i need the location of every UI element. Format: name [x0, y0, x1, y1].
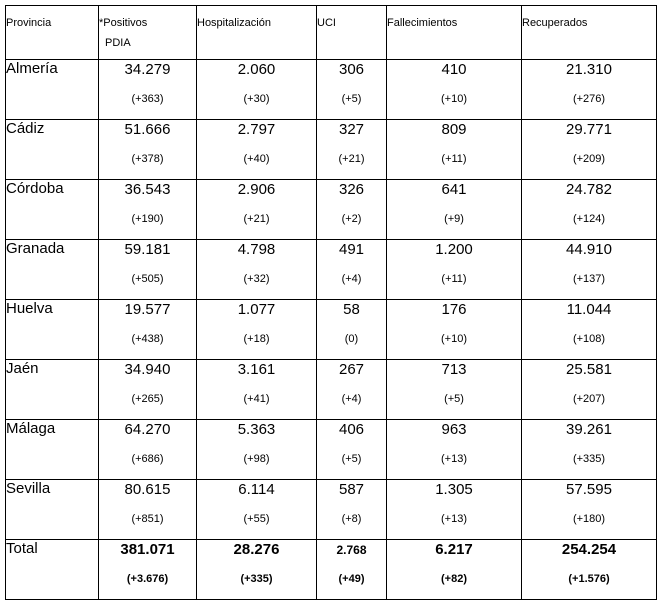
province-name: Huelva	[6, 300, 53, 317]
positives-value: 34.279	[124, 61, 171, 78]
province-name: Jaén	[6, 360, 39, 377]
recovered-value: 39.261	[566, 421, 612, 438]
hospital-cell	[197, 60, 317, 120]
hospital-value: 6.114	[238, 481, 275, 498]
recovered-delta: (+124)	[572, 213, 606, 225]
hospital-value: 1.077	[237, 301, 276, 318]
hospital-value: 3.161	[237, 361, 276, 378]
header-uci-label: UCI	[317, 17, 336, 29]
recovered-value: 254.254	[561, 541, 617, 558]
positives-cell	[99, 420, 197, 480]
recovered-value: 21.310	[566, 61, 612, 78]
hospital-cell	[197, 240, 317, 300]
deaths-value: 6.217	[435, 541, 473, 558]
hospital-delta: (+30)	[243, 93, 270, 105]
uci-cell	[317, 180, 387, 240]
recovered-cell	[522, 540, 657, 600]
uci-delta: (+2)	[341, 213, 362, 225]
deaths-cell	[387, 120, 522, 180]
positives-value: 51.666	[124, 121, 171, 138]
recovered-delta: (+180)	[572, 513, 606, 525]
deaths-delta: (+13)	[441, 513, 467, 525]
province-name: Sevilla	[6, 480, 51, 497]
positives-value: 36.543	[124, 181, 171, 198]
province-row	[6, 180, 657, 240]
deaths-value: 963	[441, 421, 467, 438]
deaths-delta: (+13)	[441, 453, 467, 465]
hospital-delta: (+40)	[243, 153, 270, 165]
hospital-cell	[197, 360, 317, 420]
recovered-delta: (+1.576)	[568, 573, 610, 585]
uci-delta: (+5)	[341, 93, 362, 105]
uci-delta: (+5)	[341, 453, 362, 465]
recovered-value: 44.910	[566, 241, 612, 258]
deaths-cell	[387, 240, 522, 300]
hospital-value: 5.363	[237, 421, 276, 438]
uci-cell	[317, 540, 387, 600]
covid-stats-table	[5, 5, 657, 600]
recovered-delta: (+207)	[572, 393, 606, 405]
positives-delta: (+851)	[131, 513, 164, 525]
province-name: Cádiz	[6, 120, 45, 137]
province-cell	[6, 540, 99, 600]
uci-value: 2.768	[336, 543, 367, 557]
hospital-value: 28.276	[233, 541, 280, 558]
header-province-label: Provincia	[6, 17, 52, 29]
province-name: Málaga	[6, 420, 56, 437]
uci-cell	[317, 240, 387, 300]
uci-value: 491	[338, 241, 365, 258]
recovered-cell	[522, 180, 657, 240]
header-row	[6, 6, 657, 60]
hospital-delta: (+98)	[243, 453, 270, 465]
province-row	[6, 240, 657, 300]
recovered-cell	[522, 60, 657, 120]
positives-delta: (+3.676)	[126, 573, 169, 585]
hospital-cell	[197, 420, 317, 480]
hospital-delta: (+18)	[243, 333, 270, 345]
province-cell	[6, 300, 99, 360]
positives-delta: (+190)	[131, 213, 164, 225]
hospital-value: 4.798	[237, 241, 276, 258]
uci-delta: (+49)	[338, 573, 365, 585]
uci-delta: (0)	[344, 333, 359, 345]
province-row	[6, 120, 657, 180]
deaths-cell	[387, 480, 522, 540]
positives-cell	[99, 480, 197, 540]
province-cell	[6, 120, 99, 180]
positives-cell	[99, 360, 197, 420]
total-row	[6, 540, 657, 600]
uci-cell	[317, 300, 387, 360]
recovered-value: 11.044	[566, 301, 612, 318]
recovered-value: 57.595	[566, 481, 612, 498]
deaths-delta: (+10)	[441, 93, 467, 105]
province-name: Total	[6, 540, 38, 557]
header-recovered-label: Recuperados	[522, 17, 588, 29]
deaths-cell	[387, 180, 522, 240]
deaths-cell	[387, 60, 522, 120]
uci-cell	[317, 420, 387, 480]
uci-cell	[317, 120, 387, 180]
deaths-delta: (+11)	[441, 273, 467, 285]
hospital-delta: (+55)	[243, 513, 270, 525]
uci-delta: (+4)	[341, 273, 362, 285]
hospital-value: 2.060	[237, 61, 276, 78]
uci-delta: (+8)	[341, 513, 362, 525]
header-hospital	[197, 6, 317, 60]
hospital-cell	[197, 180, 317, 240]
province-row	[6, 360, 657, 420]
positives-delta: (+438)	[131, 333, 164, 345]
header-positives-label-2: PDIA	[105, 37, 131, 49]
header-positives-label-1: *Positivos	[99, 17, 148, 29]
deaths-value: 809	[441, 121, 467, 138]
positives-delta: (+265)	[131, 393, 164, 405]
uci-cell	[317, 360, 387, 420]
positives-value: 59.181	[124, 241, 171, 258]
recovered-delta: (+108)	[572, 333, 606, 345]
province-name: Granada	[6, 240, 65, 257]
positives-cell	[99, 180, 197, 240]
hospital-delta: (+41)	[243, 393, 270, 405]
uci-value: 58	[343, 301, 360, 318]
hospital-value: 2.797	[237, 121, 276, 138]
positives-delta: (+378)	[131, 153, 164, 165]
uci-cell	[317, 480, 387, 540]
recovered-value: 29.771	[566, 121, 612, 138]
recovered-cell	[522, 480, 657, 540]
hospital-cell	[197, 120, 317, 180]
uci-value: 406	[338, 421, 365, 438]
deaths-value: 410	[441, 61, 467, 78]
deaths-cell	[387, 360, 522, 420]
deaths-value: 1.305	[435, 481, 473, 498]
province-name: Almería	[6, 60, 58, 77]
uci-value: 267	[338, 361, 365, 378]
recovered-delta: (+137)	[572, 273, 606, 285]
deaths-delta: (+11)	[441, 153, 467, 165]
positives-cell	[99, 240, 197, 300]
deaths-value: 713	[441, 361, 467, 378]
deaths-delta: (+10)	[441, 333, 467, 345]
province-cell	[6, 180, 99, 240]
header-province	[6, 6, 99, 60]
recovered-delta: (+209)	[572, 153, 606, 165]
province-name: Córdoba	[6, 180, 64, 197]
header-deaths-label: Fallecimientos	[387, 17, 458, 29]
uci-value: 327	[338, 121, 365, 138]
province-cell	[6, 480, 99, 540]
header-positives	[99, 6, 197, 60]
recovered-cell	[522, 240, 657, 300]
recovered-delta: (+335)	[572, 453, 606, 465]
positives-value: 381.071	[120, 541, 175, 558]
recovered-delta: (+276)	[572, 93, 606, 105]
uci-value: 306	[338, 61, 365, 78]
header-deaths	[387, 6, 522, 60]
header-recovered	[522, 6, 657, 60]
positives-value: 64.270	[124, 421, 171, 438]
deaths-value: 176	[441, 301, 467, 318]
deaths-value: 1.200	[435, 241, 473, 258]
positives-cell	[99, 540, 197, 600]
province-row	[6, 480, 657, 540]
recovered-value: 24.782	[566, 181, 612, 198]
positives-value: 80.615	[124, 481, 171, 498]
province-cell	[6, 60, 99, 120]
province-cell	[6, 240, 99, 300]
positives-cell	[99, 300, 197, 360]
recovered-cell	[522, 300, 657, 360]
hospital-cell	[197, 480, 317, 540]
recovered-cell	[522, 420, 657, 480]
positives-cell	[99, 120, 197, 180]
hospital-delta: (+32)	[243, 273, 270, 285]
hospital-value: 2.906	[237, 181, 276, 198]
header-hospital-label: Hospitalización	[197, 17, 271, 29]
uci-cell	[317, 60, 387, 120]
hospital-delta: (+335)	[240, 573, 273, 585]
deaths-delta: (+82)	[441, 573, 467, 585]
deaths-delta: (+5)	[444, 393, 464, 405]
deaths-cell	[387, 420, 522, 480]
positives-cell	[99, 60, 197, 120]
positives-delta: (+505)	[131, 273, 164, 285]
header-uci	[317, 6, 387, 60]
positives-delta: (+363)	[131, 93, 164, 105]
province-row	[6, 60, 657, 120]
deaths-value: 641	[441, 181, 467, 198]
recovered-cell	[522, 360, 657, 420]
hospital-cell	[197, 300, 317, 360]
hospital-cell	[197, 540, 317, 600]
deaths-cell	[387, 300, 522, 360]
recovered-cell	[522, 120, 657, 180]
uci-value: 587	[338, 481, 365, 498]
deaths-delta: (+9)	[444, 213, 464, 225]
positives-delta: (+686)	[131, 453, 164, 465]
province-cell	[6, 360, 99, 420]
positives-value: 19.577	[124, 301, 171, 318]
province-row	[6, 420, 657, 480]
uci-delta: (+4)	[341, 393, 362, 405]
province-row	[6, 300, 657, 360]
province-cell	[6, 420, 99, 480]
uci-delta: (+21)	[338, 153, 365, 165]
positives-value: 34.940	[124, 361, 171, 378]
recovered-value: 25.581	[566, 361, 612, 378]
uci-value: 326	[338, 181, 365, 198]
deaths-cell	[387, 540, 522, 600]
hospital-delta: (+21)	[243, 213, 270, 225]
